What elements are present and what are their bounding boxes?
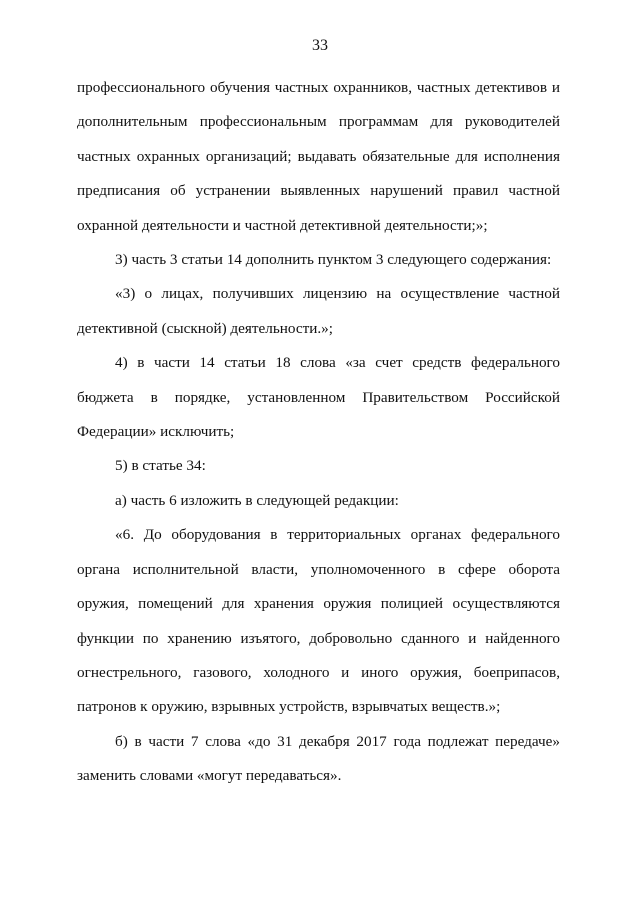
paragraph-continuation: профессионального обучения частных охранников, частных детективов и дополнительным профессиональным программам для руководителей частных охранных организаций; выдавать обязательные для исполнения предписания об устранении выявленных нарушений правил частной охранной деятельности и частной детективной деятельности;»; bbox=[77, 79, 560, 234]
paragraph-item-5a-quote: «6. До оборудования в территориальных органах федерального органа исполнительной власти, уполномоченного в сфере оборота оружия, помещений для хранения оружия полицией осуществляются функции по хранению изъятого, добровольно сданного и найденного огнестрельного, газового, холодного и иного оружия, боеприпасов, патронов к оружию, взрывных устройств, взрывчатых веществ.»; bbox=[77, 526, 560, 716]
paragraph-item-3-quote: «3) о лицах, получивших лицензию на осуществление частной детективной (сыскной) деятельности.»; bbox=[77, 285, 560, 337]
paragraph-item-5b: б) в части 7 слова «до 31 декабря 2017 года подлежат передаче» заменить словами «могут передаваться». bbox=[77, 732, 560, 785]
paragraph-item-5a: а) часть 6 изложить в следующей редакции: bbox=[115, 491, 399, 509]
paragraph-item-3: 3) часть 3 статьи 14 дополнить пунктом 3 следующего содержания: bbox=[115, 251, 552, 269]
paragraph-item-4: 4) в части 14 статьи 18 слова «за счет средств федерального бюджета в порядке, установленном Правительством Российской Федерации» исключить; bbox=[77, 354, 560, 441]
document-body bbox=[77, 71, 560, 794]
page-number: 33 bbox=[312, 37, 328, 54]
paragraph-item-5: 5) в статье 34: bbox=[115, 457, 206, 475]
